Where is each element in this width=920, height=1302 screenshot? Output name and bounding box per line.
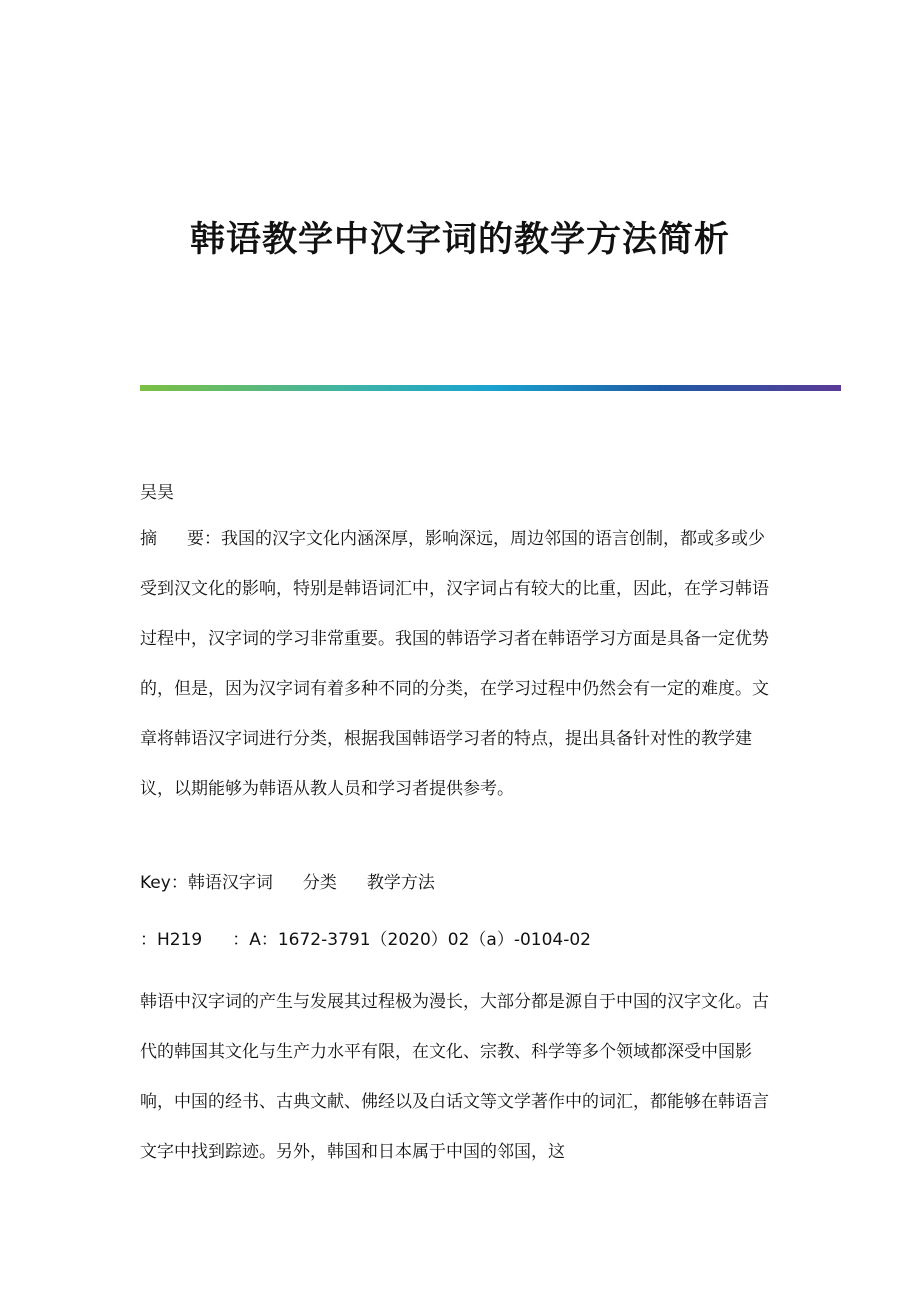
abstract-label-char2: 要： [187, 529, 221, 549]
author-name: 吴昊 [140, 483, 174, 503]
abstract-label-char1: 摘 [140, 529, 157, 549]
intro-paragraph: 韩语中汉字词的产生与发展其过程极为漫长，大部分都是源自于中国的汉字文化。古代的韩国其文化与生产力水平有限，在文化、宗教、科学等多个领域都深受中国影响，中国的经书、古典文献、佛经以及白话文等文学著作中的词汇，都能够在韩语言文字中找到踪迹。另外，韩国和日本属于中国的邻国，这 [140, 992, 769, 1162]
keywords-line [140, 858, 780, 908]
classification-line [140, 915, 780, 965]
keyword-item: 教学方法 [366, 873, 435, 893]
keywords-label: Key： [140, 873, 188, 893]
paper-title: 韩语教学中汉字词的教学方法简析 [189, 219, 730, 260]
title-divider-rule [140, 385, 841, 391]
document-code: ：A：1672-3791（2020）02（a）-0104-02 [232, 930, 592, 950]
clc-number: ：H219 [140, 930, 203, 950]
abstract-paragraph [140, 514, 780, 814]
keyword-item: 韩语汉字词 [187, 873, 273, 893]
abstract-text: 我国的汉字文化内涵深厚，影响深远，周边邻国的语言创制，都或多或少受到汉文化的影响，特别是韩语词汇中，汉字词占有较大的比重，因此，在学习韩语过程中，汉字词的学习非常重要。我国的韩语学习者在韩语学习方面是具备一定优势的，但是，因为汉字词有着多种不同的分类，在学习过程中仍然会有一定的难度。文章将韩语汉字词进行分类，根据我国韩语学习者的特点，提出具备针对性的教学建议，以期能够为韩语从教人员和学习者提供参考。 [140, 529, 769, 799]
keyword-item: 分类 [302, 873, 337, 893]
